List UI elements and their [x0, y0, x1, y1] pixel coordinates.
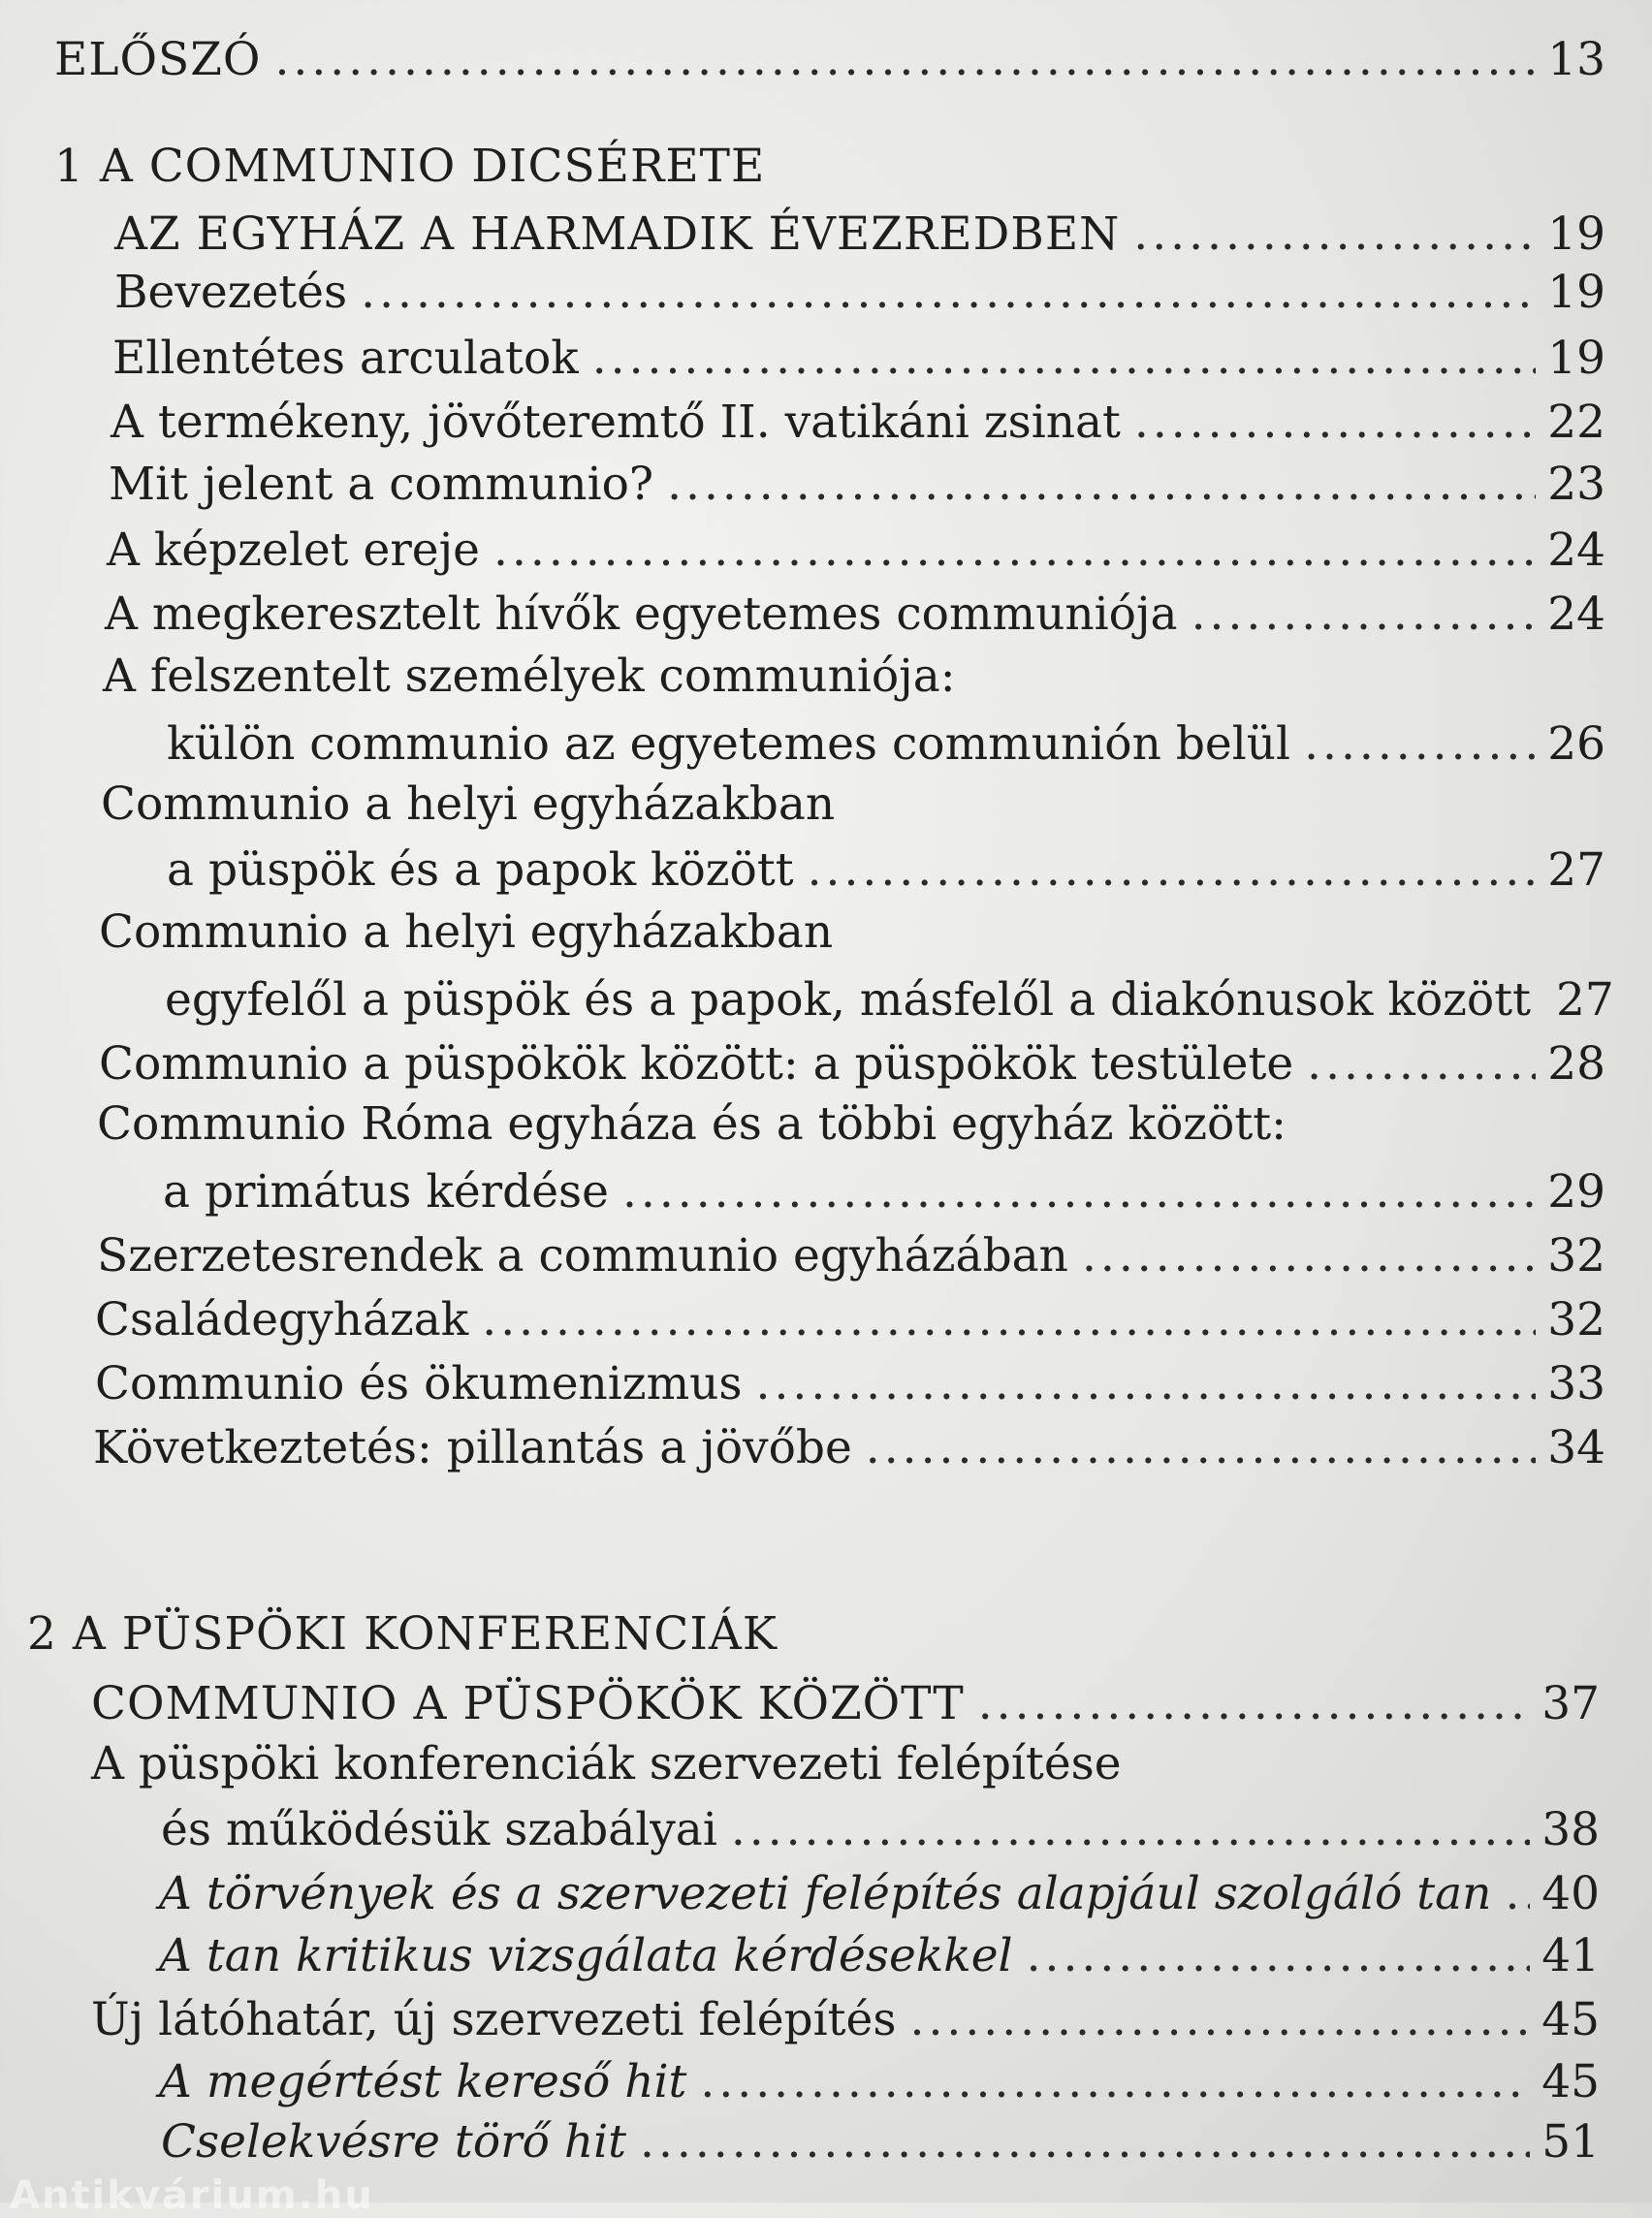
toc-entry[interactable]: [114, 264, 1605, 322]
toc-entry-title: A tan kritikus vizsgálata kérdésekkel: [159, 1929, 1013, 1982]
toc-page-number: 19: [1547, 266, 1605, 319]
toc-entry-title: Communio a püspökök között: a püspökök testülete: [99, 1037, 1294, 1091]
toc-entry-continuation: külön communio az egyetemes communión belül: [167, 717, 1291, 771]
toc-entry-title: Communio és ökumenizmus: [95, 1357, 743, 1410]
dot-leader: [493, 522, 1536, 580]
toc-entry-title: Cselekvésre törő hit: [161, 2115, 627, 2169]
toc-entry-title: Új látóhatár, új szervezeti felépítés: [91, 1993, 897, 2046]
toc-entry[interactable]: [111, 394, 1605, 452]
toc-page-number: 32: [1547, 1229, 1605, 1283]
toc-entry-title: A felszentelt személyek communiója:: [103, 650, 956, 703]
dot-leader: [731, 1801, 1530, 1859]
toc-entry[interactable]: [95, 1355, 1605, 1413]
toc-page-number: 27: [1547, 843, 1605, 897]
toc-entry[interactable]: [159, 1927, 1600, 1985]
toc-entry[interactable]: [93, 1419, 1605, 1477]
toc-entry-continuation: és működésük szabályai: [161, 1803, 717, 1856]
toc-entry-title: Communio Róma egyháza és a többi egyház között:: [97, 1097, 1287, 1151]
dot-leader: [1304, 715, 1536, 774]
toc-entry-eloszo[interactable]: [54, 31, 1605, 89]
toc-entry-title: A termékeny, jövőteremtő II. vatikáni zsinat: [111, 396, 1121, 449]
dot-leader: [640, 2113, 1530, 2171]
toc-entry[interactable]: [159, 1865, 1600, 1923]
dot-leader: [910, 1991, 1531, 2049]
toc-page-number: 29: [1547, 1165, 1605, 1219]
toc-entry-title: Ellentétes arculatok: [112, 332, 579, 385]
dot-leader: [667, 456, 1536, 514]
toc-page-number: 41: [1541, 1929, 1600, 1982]
dot-leader: [1133, 206, 1536, 264]
toc-page-number: 24: [1547, 587, 1605, 641]
dot-leader: [482, 1291, 1536, 1349]
toc-page-number: 32: [1547, 1293, 1605, 1347]
toc-entry-title: ELŐSZÓ: [54, 33, 262, 86]
toc-page-number: 27: [1555, 973, 1614, 1027]
chapter-2-heading: 2 A PÜSPÖKI KONFERENCIÁK: [27, 1607, 778, 1661]
toc-page-number: 33: [1547, 1357, 1605, 1410]
dot-leader: [1134, 394, 1536, 452]
watermark: Antikvárium.hu: [10, 2173, 374, 2218]
toc-entry[interactable]: [99, 1035, 1605, 1093]
toc-entry-title: Mit jelent a communio?: [109, 458, 654, 511]
toc-entry[interactable]: [95, 1291, 1605, 1349]
chapter-1-heading: 1 A COMMUNIO DICSÉRETE: [54, 140, 766, 193]
toc-page-number: 45: [1541, 2055, 1600, 2108]
toc-page-number: 37: [1541, 1677, 1600, 1730]
dot-leader: [808, 841, 1537, 900]
toc-entry-continuation: a püspök és a papok között: [167, 843, 794, 897]
toc-entry[interactable]: [167, 715, 1605, 774]
toc-entry[interactable]: [107, 522, 1605, 580]
toc-page-number: 24: [1547, 523, 1605, 577]
toc-entry-title: Családegyházak: [95, 1293, 469, 1347]
toc-page-number: 51: [1541, 2115, 1600, 2169]
toc-entry[interactable]: [159, 2053, 1600, 2111]
toc-entry-title: A megértést kereső hit: [159, 2055, 687, 2108]
toc-page-number: 40: [1541, 1867, 1600, 1920]
toc-entry[interactable]: [161, 2113, 1600, 2171]
toc-page-number: 38: [1541, 1803, 1600, 1856]
toc-entry-title: COMMUNIO A PÜSPÖKÖK KÖZÖTT: [91, 1677, 965, 1730]
toc-entry[interactable]: [97, 1227, 1605, 1285]
toc-page-number: 19: [1547, 207, 1605, 261]
dot-leader: [1191, 586, 1537, 644]
toc-entry-title: A megkeresztelt hívők egyetemes communiója: [105, 587, 1178, 641]
toc-page-number: 23: [1547, 458, 1605, 511]
toc-page-number: 28: [1547, 1037, 1605, 1091]
dot-leader: [1307, 1035, 1536, 1093]
toc-entry-title: Következtetés: pillantás a jövőbe: [93, 1421, 852, 1474]
dot-leader: [756, 1355, 1537, 1413]
dot-leader: [592, 330, 1536, 388]
dot-leader: [622, 1163, 1536, 1221]
dot-leader: [700, 2053, 1530, 2111]
chapter-1-subheading[interactable]: [114, 206, 1605, 264]
dot-leader: [274, 31, 1536, 89]
toc-entry-title: Szerzetesrendek a communio egyházában: [97, 1229, 1068, 1283]
toc-page-number: 34: [1547, 1421, 1605, 1474]
dot-leader: [1505, 1865, 1530, 1923]
toc-entry[interactable]: [109, 456, 1605, 514]
toc-page-number: 19: [1547, 332, 1605, 385]
toc-entry-continuation: a primátus kérdése: [163, 1165, 609, 1219]
toc-entry-title: A törvények és a szervezeti felépítés alapjául szolgáló tan: [159, 1867, 1492, 1920]
toc-page-number: 26: [1547, 717, 1605, 771]
toc-page-number: 45: [1541, 1993, 1600, 2046]
toc-entry-continuation: egyfelől a püspök és a papok, másfelől a diakónusok között: [165, 973, 1531, 1027]
dot-leader: [361, 264, 1536, 322]
toc-entry-title: Bevezetés: [114, 266, 348, 319]
toc-entry[interactable]: [161, 1801, 1600, 1859]
toc-entry-title: AZ EGYHÁZ A HARMADIK ÉVEZREDBEN: [114, 207, 1121, 261]
toc-entry[interactable]: [165, 971, 1614, 1030]
dot-leader: [866, 1419, 1536, 1477]
toc-entry[interactable]: [167, 841, 1605, 900]
toc-entry[interactable]: [163, 1163, 1605, 1221]
toc-entry-title: A püspöki konferenciák szervezeti felépítése: [91, 1737, 1122, 1790]
toc-entry-title: Communio a helyi egyházakban: [99, 905, 834, 959]
dot-leader: [1082, 1227, 1536, 1285]
toc-entry-title: Communio a helyi egyházakban: [101, 777, 836, 831]
dot-leader: [1027, 1927, 1531, 1985]
toc-entry[interactable]: [112, 330, 1605, 388]
dot-leader: [978, 1675, 1530, 1733]
toc-page-number: 22: [1547, 396, 1605, 449]
toc-page-number: 13: [1547, 33, 1605, 86]
toc-entry-title: A képzelet ereje: [107, 523, 480, 577]
chapter-2-subheading[interactable]: [91, 1675, 1600, 1733]
toc-entry[interactable]: [91, 1991, 1600, 2049]
toc-entry[interactable]: [105, 586, 1605, 644]
